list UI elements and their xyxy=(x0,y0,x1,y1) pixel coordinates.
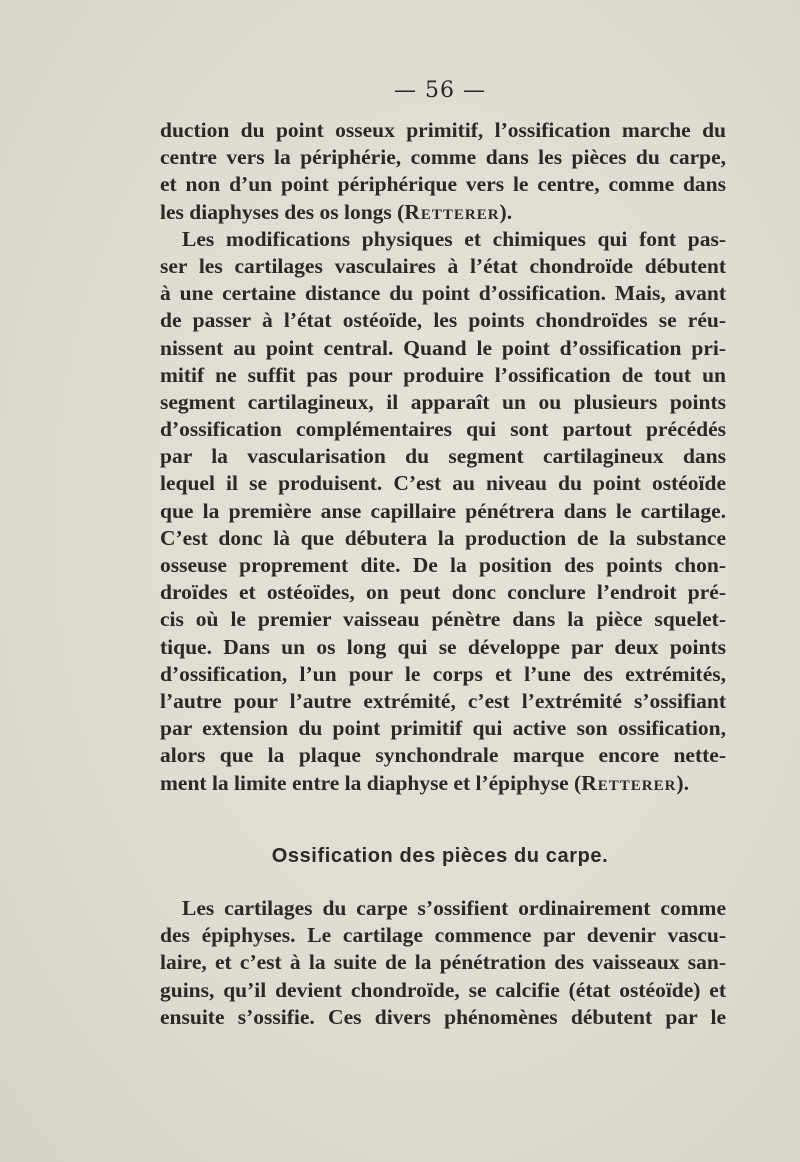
text-line: à une certaine distance du point d’ossification. Mais, avant xyxy=(160,281,726,306)
text-fragment: ment la limite entre la diaphyse et l’épiphyse ( xyxy=(160,770,582,795)
text-line: C’est donc là que débutera la production de la substance xyxy=(160,525,726,550)
body-text-bottom xyxy=(160,895,726,1031)
text-fragment: ). xyxy=(499,199,513,224)
text-line: tique. Dans un os long qui se développe par deux points xyxy=(160,634,726,659)
text-fragment: les diaphyses des os longs ( xyxy=(160,199,405,224)
author-citation: Retterer xyxy=(581,770,677,795)
author-citation: Retterer xyxy=(404,199,500,224)
text-line: lequel il se produisent. C’est au niveau du point ostéoïde xyxy=(160,471,726,496)
text-line: droïdes et ostéoïdes, on peut donc conclure l’endroit pré- xyxy=(160,580,726,605)
text-line: segment cartilagineux, il apparaît un ou plusieurs points xyxy=(160,389,726,414)
text-line: ser les cartilages vasculaires à l’état chondroïde débutent xyxy=(160,253,726,278)
text-fragment: ). xyxy=(676,770,689,795)
text-line: des épiphyses. Le cartilage commence par devenir vascu- xyxy=(160,923,726,948)
section-heading: Ossification des pièces du carpe. xyxy=(271,845,609,867)
text-line: d’ossification, l’un pour le corps et l’une des extrémités, xyxy=(160,661,726,686)
text-line: Les modifications physiques et chimiques qui font pas- xyxy=(182,226,726,251)
text-line xyxy=(160,199,726,226)
text-line: d’ossification complémentaires qui sont partout précédés xyxy=(160,417,726,442)
text-line: l’autre pour l’autre extrémité, c’est l’extrémité s’ossifiant xyxy=(160,688,726,713)
text-line: par extension du point primitif qui active son ossification, xyxy=(160,716,726,741)
text-line: centre vers la périphérie, comme dans les pièces du carpe, xyxy=(160,145,726,170)
text-line: alors que la plaque synchondrale marque encore nette- xyxy=(160,743,726,768)
text-line: cis où le premier vaisseau pénètre dans la pièce squelet- xyxy=(160,607,726,632)
text-line: par la vascularisation du segment cartilagineux dans xyxy=(160,444,726,469)
text-line: Les cartilages du carpe s’ossifient ordinairement comme xyxy=(182,896,726,920)
text-line: osseuse proprement dite. De la position des points chon- xyxy=(160,553,726,577)
body-text-top xyxy=(160,117,726,797)
text-line: mitif ne suffit pas pour produire l’ossification de tout un xyxy=(160,362,726,387)
page-number: — 56 — xyxy=(394,78,486,103)
text-line xyxy=(160,770,726,797)
text-line: guins, qu’il devient chondroïde, se calcifie (état ostéoïde) et xyxy=(160,977,726,1002)
text-line: et non d’un point périphérique vers le centre, comme dans xyxy=(160,172,726,197)
text-line: de passer à l’état ostéoïde, les points chondroïdes se réu- xyxy=(160,308,726,333)
text-line: laire, et c’est à la suite de la pénétration des vaisseaux san- xyxy=(160,950,726,975)
text-line: ensuite s’ossifie. Ces divers phénomènes débutent par le xyxy=(160,1004,726,1029)
text-line: que la première anse capillaire pénétrera dans le cartilage. xyxy=(160,498,726,523)
text-line: duction du point osseux primitif, l’ossification marche du xyxy=(160,118,726,142)
text-line: nissent au point central. Quand le point d’ossification pri- xyxy=(160,335,726,360)
